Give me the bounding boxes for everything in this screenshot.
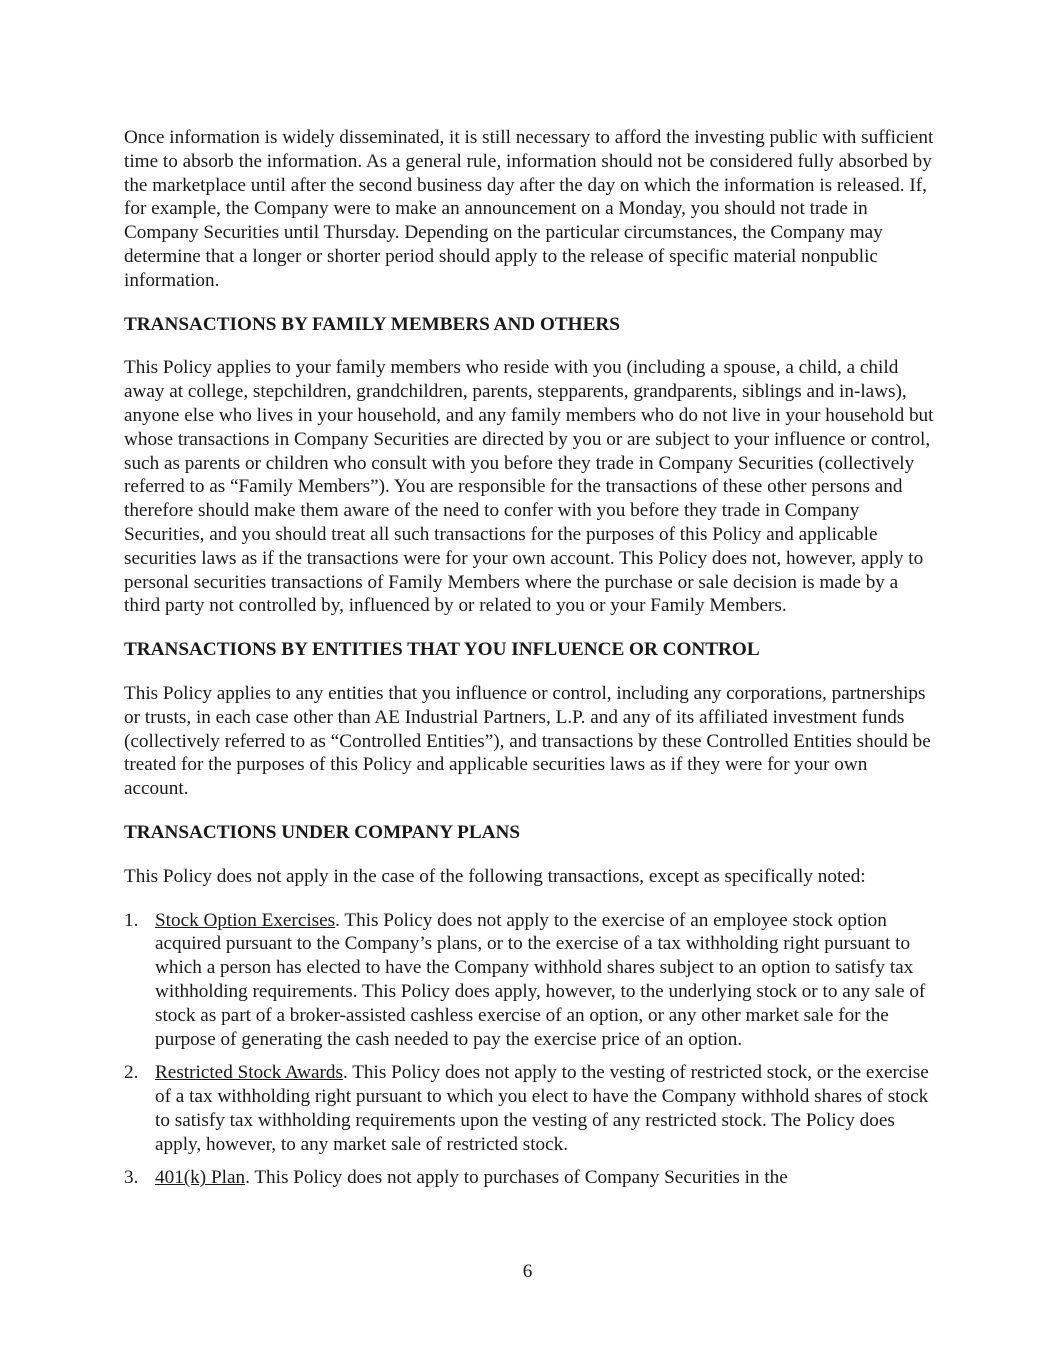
paragraph-controlled-entities: This Policy applies to any entities that you influence or control, including any corporations, partnerships or trusts, in each case other than AE Industrial Partners, L.P. and any of its affiliated investment funds (collectively referred to as “Controlled Entities”), and transactions by these Controlled Entities should be treated for the purposes of this Policy and applicable securities laws as if they were for your own account. — [124, 682, 931, 800]
list-item-number: 3. — [124, 1167, 139, 1189]
paragraph-company-plans-intro: This Policy does not apply in the case of the following transactions, except as specifically noted: — [124, 865, 866, 887]
heading-company-plans: TRANSACTIONS UNDER COMPANY PLANS — [124, 821, 521, 843]
heading-controlled-entities: TRANSACTIONS BY ENTITIES THAT YOU INFLUENCE OR CONTROL — [124, 639, 760, 661]
list-item-number: 1. — [124, 909, 139, 931]
list-item — [124, 1061, 934, 1156]
list-item-title: Stock Option Exercises — [155, 909, 336, 931]
heading-family-members: TRANSACTIONS BY FAMILY MEMBERS AND OTHERS — [124, 313, 620, 335]
list-item-number: 2. — [124, 1062, 139, 1084]
page-number: 6 — [522, 1261, 533, 1282]
list-item-text: . This Policy does not apply to the vesting of restricted stock, or the exercise of a tax withholding right pursuant to which you elect to have the Company withhold shares of stock to satisfy tax withholding requirements upon the vesting of any restricted stock. The Policy does apply, however, to any market sale of restricted stock. — [155, 1062, 929, 1155]
list-item-title: Restricted Stock Awards — [155, 1062, 343, 1084]
paragraph-dissemination: Once information is widely disseminated, it is still necessary to afford the investing public with sufficient time to absorb the information. As a general rule, information should not be considered fully absorbed by the marketplace until after the second business day after the day on which the information is released. If, for example, the Company were to make an announcement on a Monday, you should not trade in Company Securities until Thursday. Depending on the particular circumstances, the Company may determine that a longer or shorter period should apply to the release of specific material nonpublic information. — [124, 127, 934, 291]
list-item — [124, 1166, 934, 1190]
list-item-text: . This Policy does not apply to purchases of Company Securities in the — [245, 1167, 788, 1189]
list-item-text: . This Policy does not apply to the exercise of an employee stock option acquired pursuant to the Company’s plans, or to the exercise of a tax withholding right pursuant to which a person has elected to have the Company withhold shares subject to an option to satisfy tax withholding requirements. This Policy does apply, however, to the underlying stock or to any sale of stock as part of a broker-assisted cashless exercise of an option, or any other market sale for the purpose of generating the cash needed to pay the exercise price of an option. — [155, 909, 926, 1050]
list-item-title: 401(k) Plan — [155, 1167, 246, 1189]
paragraph-family-members: This Policy applies to your family members who reside with you (including a spouse, a child, a child away at college, stepchildren, grandchildren, parents, stepparents, grandparents, siblings and in-laws), anyone else who lives in your household, and any family members who do not live in your household but whose transactions in Company Securities are directed by you or are subject to your influence or control, such as parents or children who consult with you before they trade in Company Securities (collectively referred to as “Family Members”). You are responsible for the transactions of these other persons and therefore should make them aware of the need to confer with you before they trade in Company Securities, and you should treat all such transactions for the purposes of this Policy and applicable securities laws as if the transactions were for your own account. This Policy does not, however, apply to personal securities transactions of Family Members where the purchase or sale decision is made by a third party not controlled by, influenced by or related to you or your Family Members. — [124, 357, 934, 617]
list-item — [124, 909, 934, 1052]
exceptions-list — [124, 909, 934, 1191]
page-content — [124, 126, 934, 1200]
